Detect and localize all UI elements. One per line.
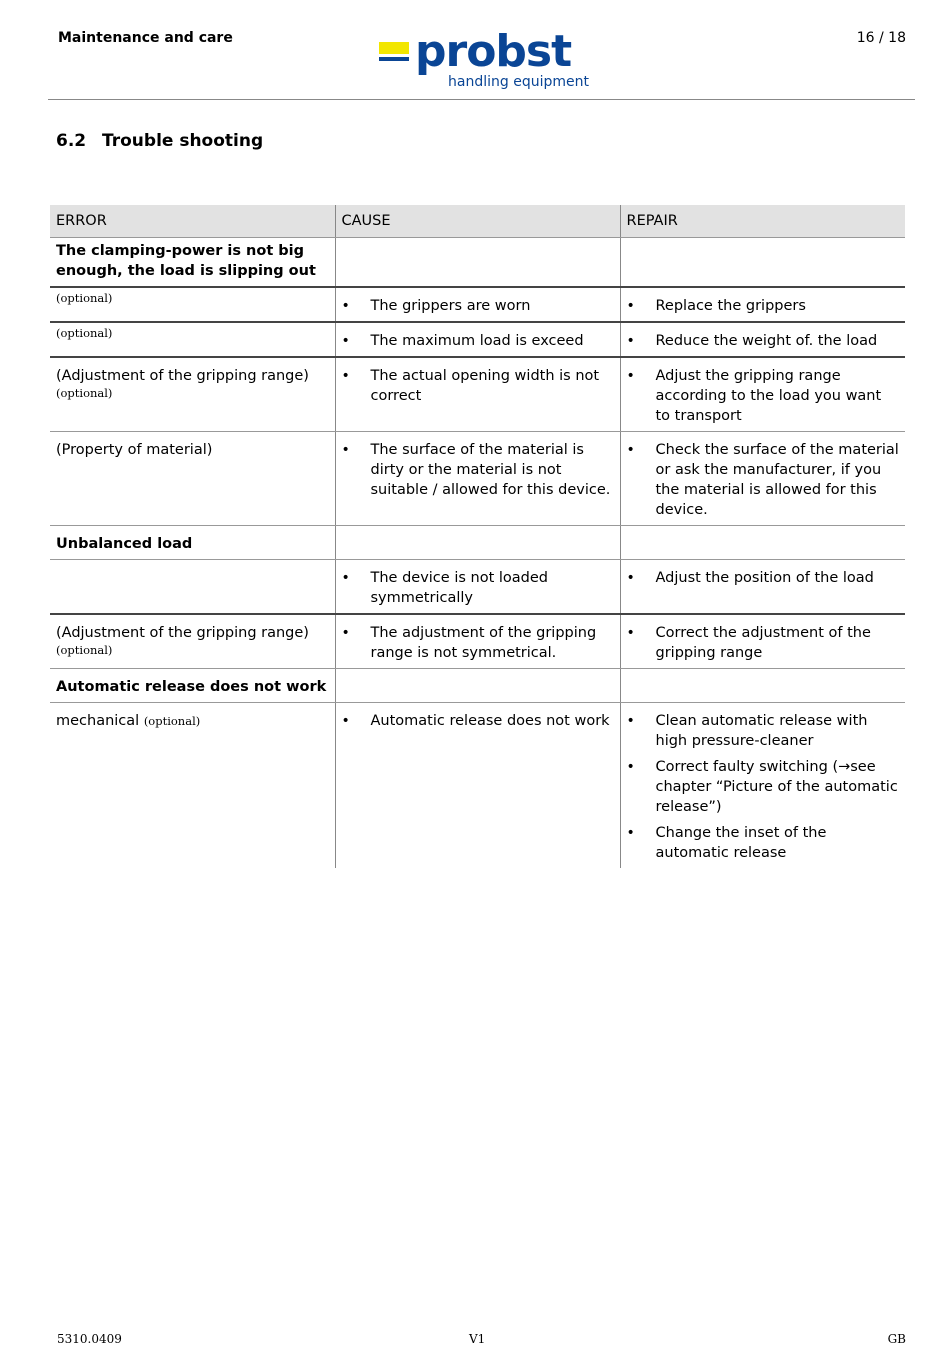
table-row — [50, 357, 905, 432]
error-text: (Adjustment of the gripping range) — [56, 368, 309, 384]
cause-item: • The grippers are worn — [342, 296, 614, 316]
footer-version: V1 — [469, 1332, 486, 1346]
repair-item: • Correct faulty switching (→see chapter “Picture of the automatic release”) — [627, 757, 900, 817]
cause-cell — [335, 432, 620, 526]
probst-logo — [379, 26, 591, 94]
table-row — [50, 669, 905, 703]
repair-item: • Correct the adjustment of the gripping range — [627, 623, 900, 663]
cause-item: • The surface of the material is dirty or the material is not suitable / allowed for this device. — [342, 440, 614, 500]
table-row — [50, 287, 905, 322]
page-number: 16 / 18 — [856, 30, 906, 46]
table-header-row — [50, 205, 905, 238]
logo-wordmark: probst — [415, 26, 572, 77]
cause-cell — [335, 287, 620, 322]
repair-item: • Change the inset of the automatic release — [627, 823, 900, 863]
optional-note: (optional) — [56, 386, 113, 400]
error-cell — [50, 322, 335, 357]
repair-cell — [620, 238, 905, 288]
cause-cell — [335, 526, 620, 560]
cause-cell — [335, 238, 620, 288]
table-row — [50, 432, 905, 526]
repair-item: • Adjust the gripping range according to the load you want to transport — [627, 366, 900, 426]
error-cell: The clamping-power is not big enough, the load is slipping out — [50, 238, 335, 288]
column-header-error: ERROR — [50, 205, 335, 238]
repair-item: • Reduce the weight of. the load — [627, 331, 900, 351]
cause-item: • The maximum load is exceed — [342, 331, 614, 351]
table-row — [50, 614, 905, 669]
cause-item: • The actual opening width is not correct — [342, 366, 614, 406]
repair-cell — [620, 357, 905, 432]
table-row — [50, 526, 905, 560]
footer-doc-number: 5310.0409 — [57, 1332, 122, 1346]
cause-item: • Automatic release does not work — [342, 711, 614, 731]
error-cell: Unbalanced load — [50, 526, 335, 560]
repair-cell — [620, 560, 905, 615]
error-cell — [50, 560, 335, 615]
repair-item: • Adjust the position of the load — [627, 568, 900, 588]
section-title: Trouble shooting — [102, 131, 264, 151]
header-divider — [48, 99, 915, 100]
error-cell — [50, 357, 335, 432]
repair-cell — [620, 526, 905, 560]
repair-cell — [620, 614, 905, 669]
running-header-title: Maintenance and care — [58, 30, 233, 46]
error-text: mechanical — [56, 713, 140, 729]
cause-cell — [335, 614, 620, 669]
troubleshooting-table — [50, 205, 905, 868]
error-cell: Automatic release does not work — [50, 669, 335, 703]
cause-item: • The device is not loaded symmetrically — [342, 568, 614, 608]
repair-cell — [620, 669, 905, 703]
error-cell — [50, 287, 335, 322]
repair-item: • Clean automatic release with high pressure-cleaner — [627, 711, 900, 751]
column-header-repair: REPAIR — [620, 205, 905, 238]
repair-cell — [620, 432, 905, 526]
cause-cell — [335, 669, 620, 703]
column-header-cause: CAUSE — [335, 205, 620, 238]
cause-cell — [335, 560, 620, 615]
table-row — [50, 322, 905, 357]
table-row — [50, 560, 905, 615]
cause-item: • The adjustment of the gripping range is not symmetrical. — [342, 623, 614, 663]
section-heading — [56, 131, 263, 151]
table-row — [50, 238, 905, 288]
error-text: (Adjustment of the gripping range) — [56, 625, 309, 641]
optional-note: (optional) — [56, 291, 113, 305]
repair-item: • Replace the grippers — [627, 296, 900, 316]
table-row — [50, 703, 905, 869]
error-cell — [50, 614, 335, 669]
footer-language: GB — [887, 1332, 906, 1346]
error-cell — [50, 703, 335, 869]
section-number: 6.2 — [56, 131, 87, 151]
repair-item: • Check the surface of the material or ask the manufacturer, if you the material is allowed for this device. — [627, 440, 900, 520]
repair-cell — [620, 322, 905, 357]
cause-cell — [335, 357, 620, 432]
repair-cell — [620, 287, 905, 322]
error-cell: (Property of material) — [50, 432, 335, 526]
optional-note: (optional) — [56, 643, 113, 657]
cause-cell — [335, 322, 620, 357]
repair-cell — [620, 703, 905, 869]
logo-mark-icon — [379, 42, 409, 61]
optional-note: (optional) — [56, 326, 113, 340]
cause-cell — [335, 703, 620, 869]
logo-tagline: handling equipment — [448, 74, 589, 90]
optional-note: (optional) — [143, 714, 201, 728]
